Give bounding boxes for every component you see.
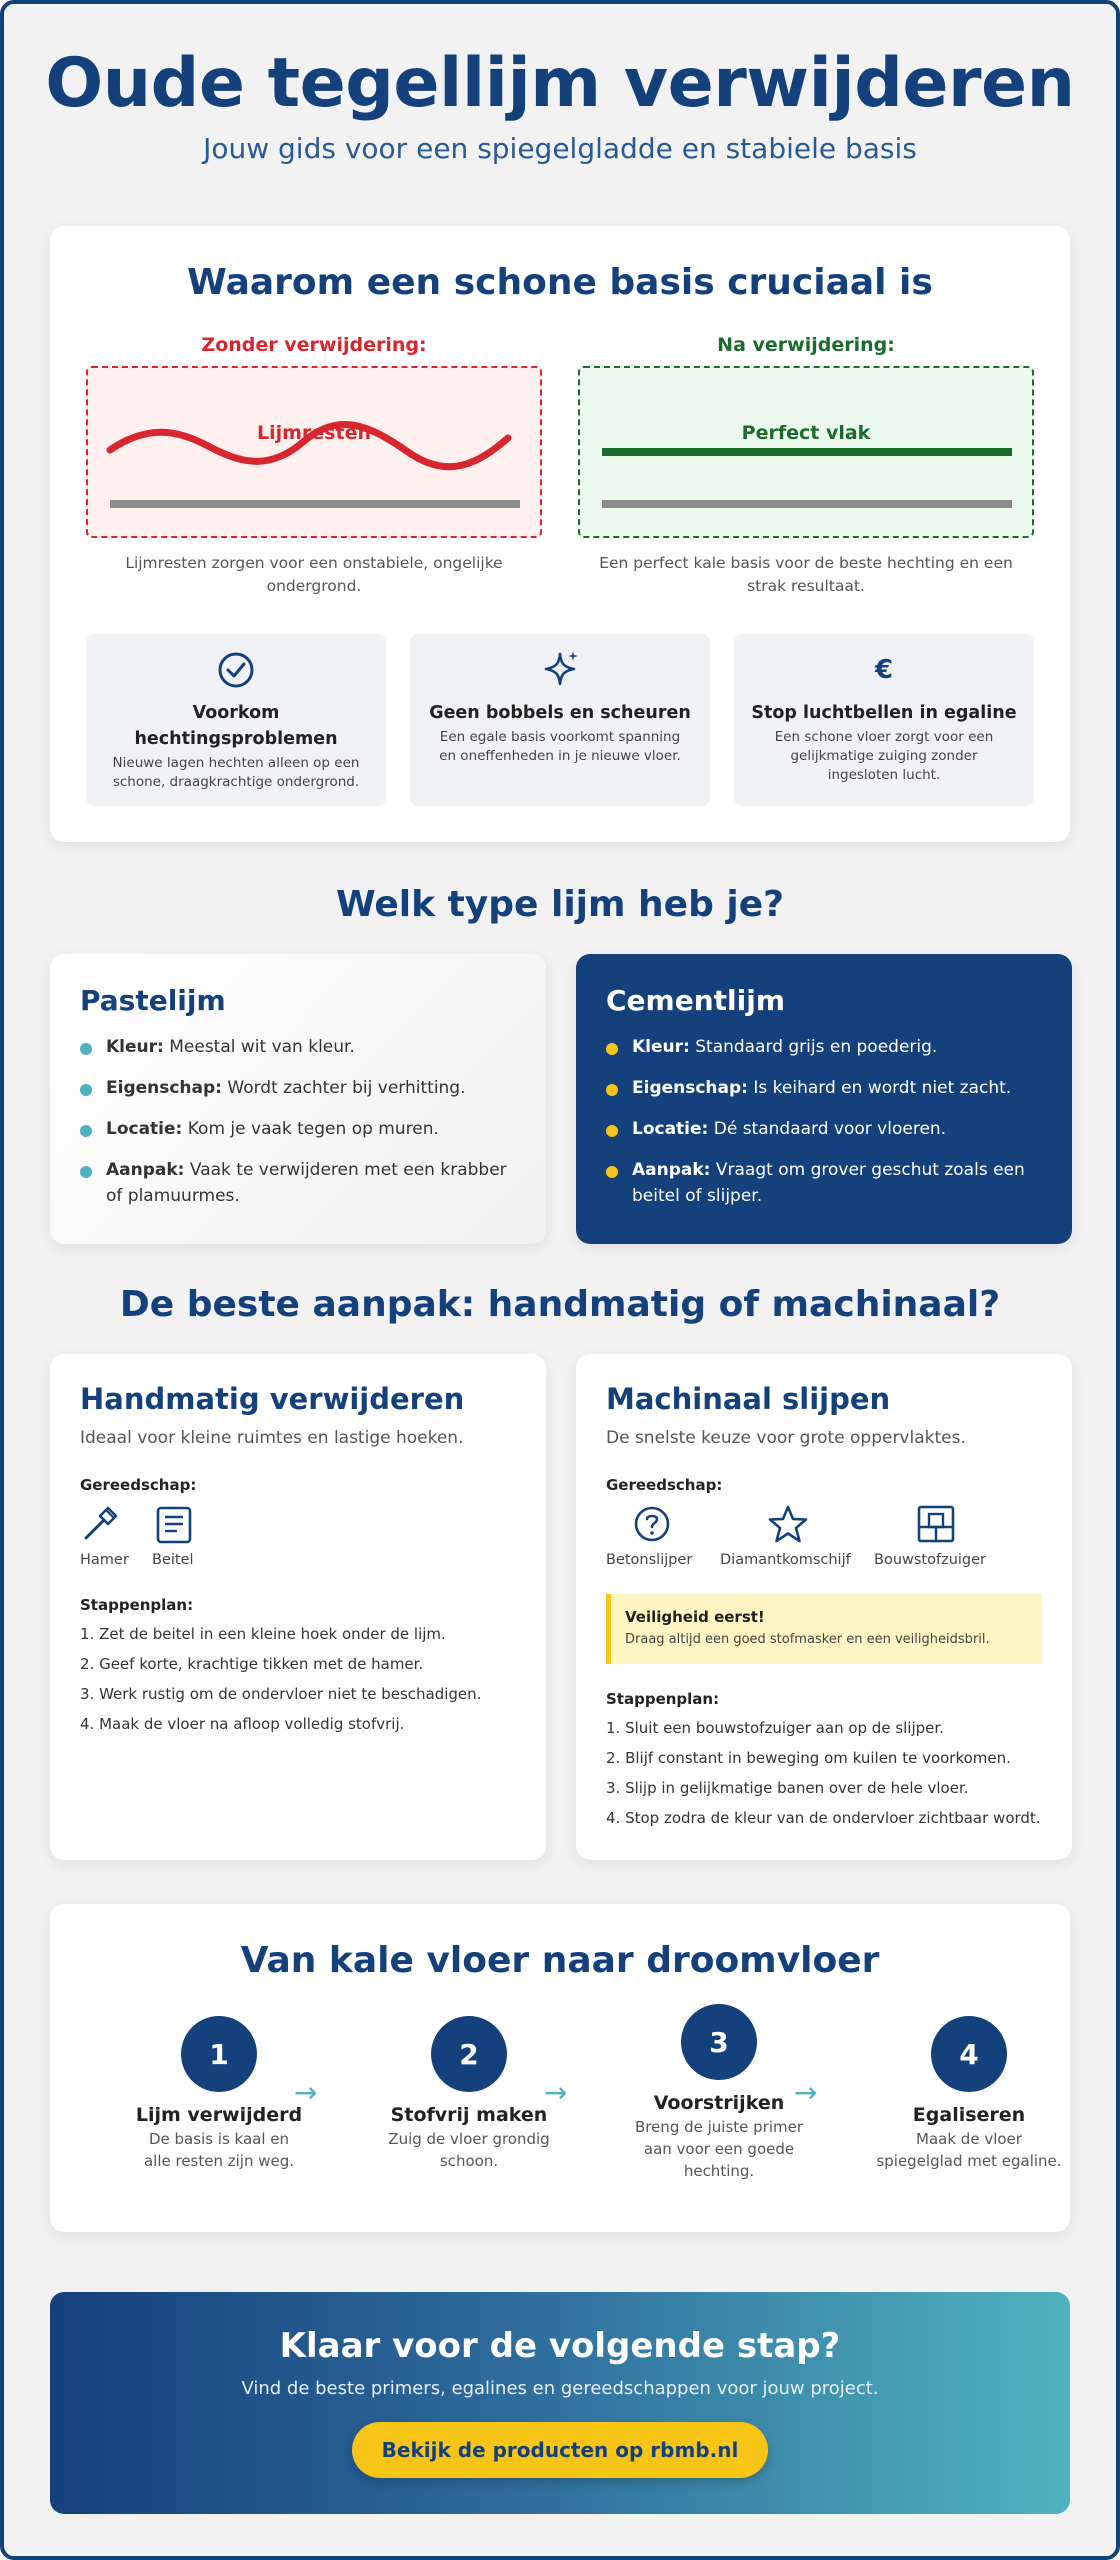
- step-description: Breng de juiste primer aan voor een goede hechting.: [634, 2118, 804, 2180]
- arrow-right-icon: →: [294, 2076, 318, 2109]
- cement-glue-list: [606, 1034, 1046, 1224]
- process-card: [50, 1904, 1070, 2232]
- list-item: Locatie: Kom je vaak tegen op muren.: [80, 1116, 520, 1142]
- uneven-adhesive-illustration: [88, 368, 540, 536]
- process-step: [874, 2016, 1064, 2172]
- tool-name: Beitel: [152, 1552, 194, 1568]
- vacuum-icon: [916, 1504, 956, 1544]
- with-label: Na verwijdering:: [717, 334, 895, 356]
- step-title: Egaliseren: [912, 2104, 1026, 2126]
- cta-banner: [50, 2292, 1070, 2514]
- machine-title: Machinaal slijpen: [606, 1382, 891, 1416]
- page-subtitle: Jouw gids voor een spiegelgladde en stabiele basis: [203, 132, 917, 165]
- manual-steps-label: Stappenplan:: [80, 1596, 194, 1614]
- without-diagram: [86, 366, 542, 538]
- cement-glue-card: [576, 954, 1072, 1244]
- tool-name: Diamantkomschijf: [720, 1552, 851, 1568]
- chisel-icon: [154, 1504, 194, 1544]
- list-item: Aanpak: Vraagt om grover geschut zoals een beitel of slijper.: [606, 1157, 1046, 1209]
- list-item: Kleur: Meestal wit van kleur.: [80, 1034, 520, 1060]
- with-diagram: [578, 366, 1034, 538]
- list-item: 2. Geef korte, krachtige tikken met de hamer.: [80, 1655, 424, 1673]
- view-products-button[interactable]: Bekijk de producten op rbmb.nl: [352, 2422, 768, 2478]
- step-number-badge: 3: [681, 2004, 757, 2080]
- with-caption: Een perfect kale basis voor de beste hechting en een strak resultaat.: [599, 554, 1013, 595]
- step-number-badge: 2: [431, 2016, 507, 2092]
- with-diagram-label: Perfect vlak: [741, 422, 871, 444]
- feature-text: Nieuwe lagen hechten alleen op een schone, draagkrachtige ondergrond.: [112, 755, 360, 790]
- paste-glue-title: Pastelijm: [80, 984, 226, 1017]
- manual-title: Handmatig verwijderen: [80, 1382, 465, 1416]
- cement-glue-title: Cementlijm: [606, 984, 785, 1017]
- grinder-icon: [632, 1504, 672, 1544]
- approach-section-title: De beste aanpak: handmatig of machinaal?: [119, 1284, 1001, 1325]
- sparkles-icon: [540, 648, 582, 690]
- feature-card: [410, 634, 710, 806]
- step-number-badge: 4: [931, 2016, 1007, 2092]
- page-title: Oude tegellijm verwijderen: [45, 44, 1075, 123]
- why-section-title: Waarom een schone basis cruciaal is: [187, 262, 933, 303]
- tool-name: Bouwstofzuiger: [874, 1552, 986, 1568]
- without-diagram-label: Lijmresten: [257, 422, 371, 444]
- step-description: De basis is kaal en alle resten zijn weg.: [143, 2130, 295, 2170]
- safety-warning-title: Veiligheid eerst!: [625, 1608, 765, 1626]
- without-caption: Lijmresten zorgen voor een onstabiele, ongelijke ondergrond.: [125, 554, 503, 595]
- hammer-icon: [80, 1504, 120, 1544]
- machine-steps-label: Stappenplan:: [606, 1690, 720, 1708]
- why-section-card: [50, 226, 1070, 842]
- list-item: Eigenschap: Wordt zachter bij verhitting.: [80, 1075, 520, 1101]
- list-item: 4. Stop zodra de kleur van de ondervloer zichtbaar wordt.: [606, 1809, 1041, 1827]
- feature-title: Geen bobbels en scheuren: [429, 703, 691, 723]
- manual-method-card: [50, 1354, 546, 1860]
- step-number-badge: 1: [181, 2016, 257, 2092]
- process-title: Van kale vloer naar droomvloer: [240, 1940, 880, 1981]
- tool-name: Hamer: [80, 1552, 129, 1568]
- list-item: 2. Blijf constant in beweging om kuilen te voorkomen.: [606, 1749, 1011, 1767]
- feature-card: [734, 634, 1034, 806]
- step-description: Maak de vloer spiegelglad met egaline.: [876, 2130, 1062, 2170]
- feature-title: Stop luchtbellen in egaline: [751, 703, 1017, 723]
- list-item: 3. Werk rustig om de ondervloer niet te beschadigen.: [80, 1685, 482, 1703]
- list-item: Locatie: Dé standaard voor vloeren.: [606, 1116, 1046, 1142]
- machine-method-card: [576, 1354, 1072, 1860]
- step-description: Zuig de vloer grondig schoon.: [388, 2130, 550, 2170]
- manual-tools-label: Gereedschap:: [80, 1476, 197, 1494]
- manual-subtitle: Ideaal voor kleine ruimtes en lastige hoeken.: [80, 1428, 464, 1448]
- paste-glue-card: [50, 954, 546, 1244]
- machine-steps-list: [606, 1718, 1052, 1838]
- arrow-right-icon: →: [794, 2076, 818, 2109]
- list-item: Aanpak: Vaak te verwijderen met een krabber of plamuurmes.: [80, 1157, 520, 1209]
- check-circle-icon: [216, 650, 256, 690]
- feature-title: Voorkom hechtingsproblemen: [134, 703, 338, 749]
- without-label: Zonder verwijdering:: [201, 334, 427, 356]
- flat-surface-illustration: [580, 368, 1032, 536]
- cta-title: Klaar voor de volgende stap?: [279, 2326, 841, 2366]
- star-icon: [768, 1504, 808, 1544]
- feature-text: Een schone vloer zorgt voor een gelijkmatige zuiging zonder ingesloten lucht.: [774, 729, 994, 783]
- feature-text: Een egale basis voorkomt spanning en oneffenheden in je nieuwe vloer.: [439, 729, 681, 764]
- step-title: Stofvrij maken: [390, 2104, 548, 2126]
- cta-subtitle: Vind de beste primers, egalines en gereedschappen voor jouw project.: [241, 2378, 879, 2399]
- process-step: [384, 2016, 554, 2172]
- list-item: 1. Zet de beitel in een kleine hoek onder de lijm.: [80, 1625, 446, 1643]
- list-item: Kleur: Standaard grijs en poederig.: [606, 1034, 1046, 1060]
- list-item: 3. Slijp in gelijkmatige banen over de hele vloer.: [606, 1779, 969, 1797]
- safety-warning: [606, 1594, 1042, 1664]
- list-item: 1. Sluit een bouwstofzuiger aan op de slijper.: [606, 1719, 944, 1737]
- arrow-right-icon: →: [544, 2076, 568, 2109]
- safety-warning-text: Draag altijd een goed stofmasker en een veiligheidsbril.: [625, 1632, 990, 1647]
- step-title: Voorstrijken: [653, 2092, 785, 2114]
- machine-tools-label: Gereedschap:: [606, 1476, 723, 1494]
- tool-name: Betonslijper: [606, 1552, 693, 1568]
- list-item: 4. Maak de vloer na afloop volledig stofvrij.: [80, 1715, 405, 1733]
- euro-icon: €: [874, 655, 894, 685]
- process-step: [634, 2004, 804, 2182]
- manual-steps-list: [80, 1624, 526, 1744]
- list-item: Eigenschap: Is keihard en wordt niet zacht.: [606, 1075, 1046, 1101]
- step-title: Lijm verwijderd: [135, 2104, 303, 2126]
- feature-card: [86, 634, 386, 806]
- process-step: [134, 2016, 304, 2172]
- glue-section-title: Welk type lijm heb je?: [335, 884, 785, 925]
- paste-glue-list: [80, 1034, 520, 1224]
- machine-subtitle: De snelste keuze voor grote oppervlaktes.: [606, 1428, 966, 1448]
